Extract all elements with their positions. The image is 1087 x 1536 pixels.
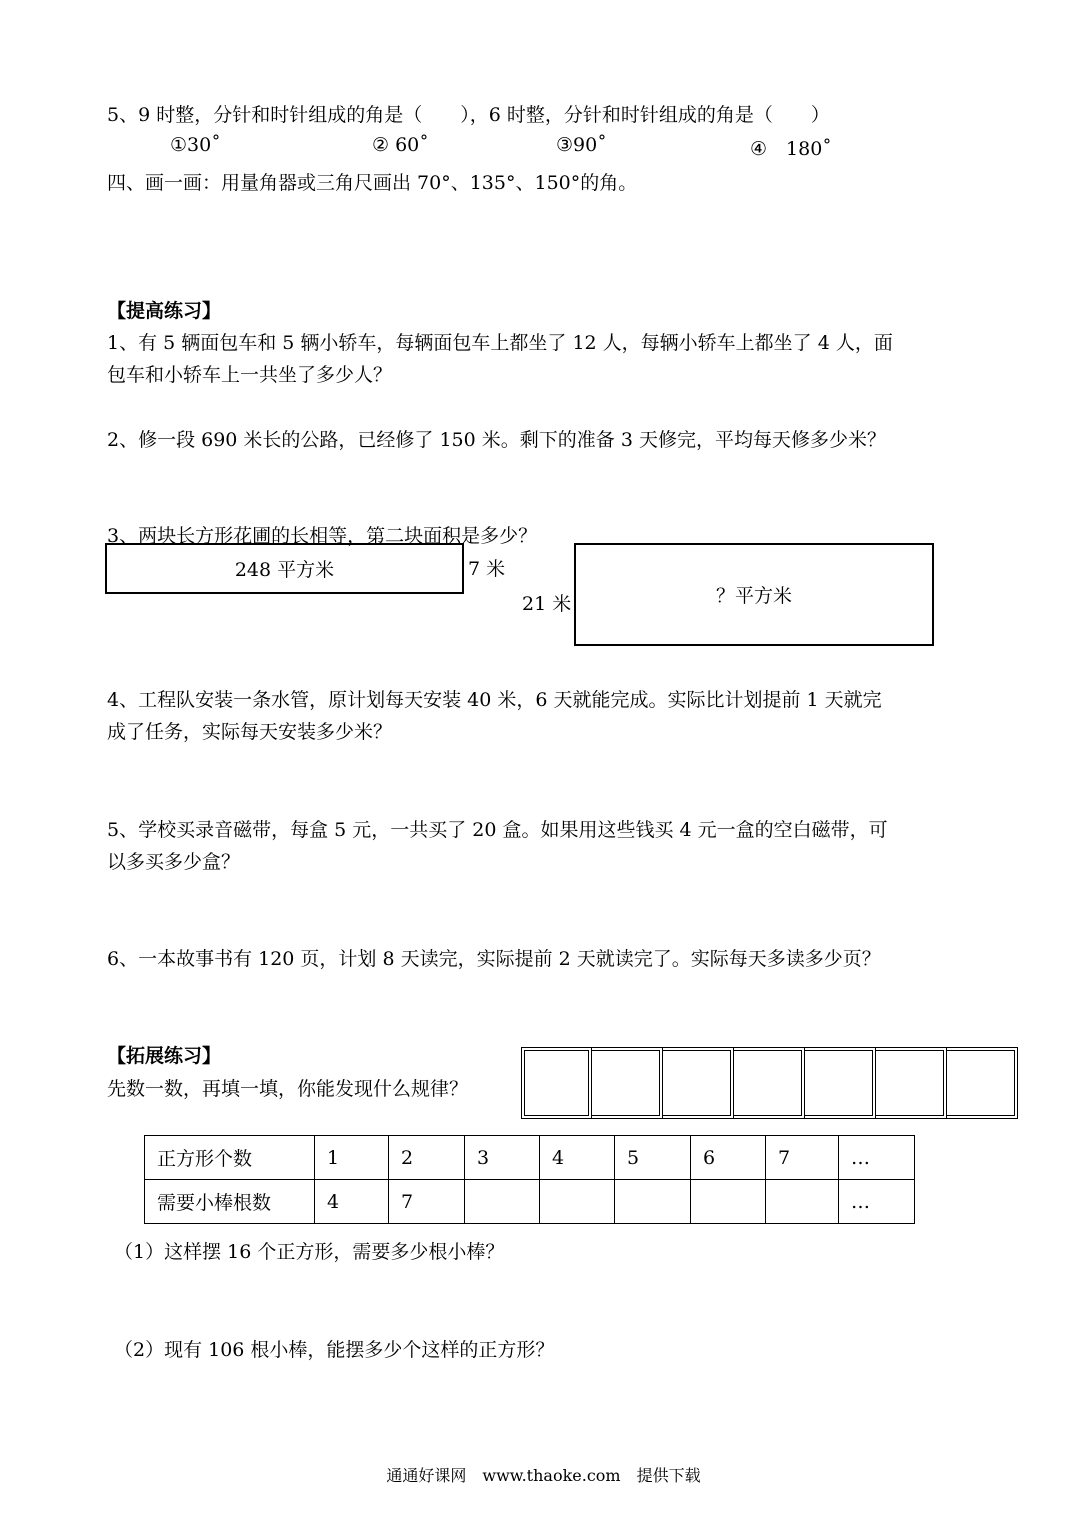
table-cell	[465, 1180, 540, 1224]
table-row	[145, 1180, 915, 1224]
table-cell: 4	[315, 1180, 389, 1224]
square-1	[521, 1047, 592, 1119]
draw-angles-instruction: 四、画一画：用量角器或三角尺画出 70°、135°、150°的角。	[107, 172, 638, 194]
table-cell	[691, 1180, 766, 1224]
improve-q6: 6、一本故事书有 120 页，计划 8 天读完，实际提前 2 天就读完了。实际每天多读多少页？	[107, 948, 881, 970]
table-cell: 5	[615, 1136, 691, 1180]
table-cell: 2	[389, 1136, 465, 1180]
improve-q3: 3、两块长方形花圃的长相等，第二块面积是多少？	[107, 525, 538, 547]
pattern-table	[144, 1135, 915, 1224]
matchstick-squares-figure	[521, 1047, 1018, 1119]
table-cell: 6	[691, 1136, 766, 1180]
improve-q5-line1: 5、学校买录音磁带，每盒 5 元，一共买了 20 盒。如果用这些钱买 4 元一盒的空白磁带，可	[107, 819, 888, 841]
improve-q1-line2: 包车和小轿车上一共坐了多少人？	[107, 364, 393, 386]
option-2: ② 60˚	[372, 134, 429, 156]
square-4	[734, 1047, 805, 1119]
square-2	[592, 1047, 663, 1119]
table-row	[145, 1136, 915, 1180]
option-3: ③90˚	[556, 134, 607, 156]
option-4: ④ 180˚	[750, 138, 832, 160]
table-cell	[766, 1180, 839, 1224]
square-3	[663, 1047, 734, 1119]
table-cell: 4	[540, 1136, 615, 1180]
rectangle-2-area-label: ？平方米	[715, 585, 792, 607]
page-footer: 通通好课网 www.thaoke.com 提供下载	[386, 1466, 701, 1485]
rectangle-2-width-label: 21 米	[522, 593, 572, 615]
extend-heading: 【拓展练习】	[107, 1045, 222, 1067]
improve-q1-line1: 1、有 5 辆面包车和 5 辆小轿车，每辆面包车上都坐了 12 人，每辆小轿车上都坐了 4 人，面	[107, 332, 893, 354]
improve-q4-line2: 成了任务，实际每天安装多少米？	[107, 721, 393, 743]
square-6	[876, 1047, 947, 1119]
improve-q5-line2: 以多买多少盒？	[107, 851, 241, 873]
rectangle-2	[574, 543, 934, 646]
table-cell: 7	[766, 1136, 839, 1180]
table-cell	[615, 1180, 691, 1224]
option-1: ①30˚	[170, 134, 221, 156]
table-cell: …	[839, 1180, 915, 1224]
rectangle-1-width-label: 7 米	[468, 558, 506, 580]
extend-sub-question-2: （2）现有 106 根小棒，能摆多少个这样的正方形？	[114, 1339, 555, 1361]
improve-q4-line1: 4、工程队安装一条水管，原计划每天安装 40 米，6 天就能完成。实际比计划提前 1 天就完	[107, 689, 882, 711]
table-cell: 3	[465, 1136, 540, 1180]
extend-intro: 先数一数，再填一填，你能发现什么规律？	[107, 1078, 469, 1100]
improve-heading: 【提高练习】	[107, 300, 222, 322]
extend-sub-question-1: （1）这样摆 16 个正方形，需要多少根小棒？	[114, 1241, 505, 1263]
row-label-squares: 正方形个数	[145, 1136, 315, 1180]
square-7	[947, 1047, 1018, 1119]
improve-q2: 2、修一段 690 米长的公路，已经修了 150 米。剩下的准备 3 天修完，平均每天修多少米？	[107, 429, 886, 451]
rectangle-1-area-label: 248 平方米	[234, 559, 335, 581]
row-label-sticks: 需要小棒根数	[145, 1180, 315, 1224]
table-cell: 7	[389, 1180, 465, 1224]
table-cell: …	[839, 1136, 915, 1180]
rectangle-1	[105, 543, 464, 594]
table-cell: 1	[315, 1136, 389, 1180]
question-5-clock-angles: 5、9 时整，分针和时针组成的角是（ ），6 时整，分针和时针组成的角是（ ）	[107, 104, 830, 126]
table-cell	[540, 1180, 615, 1224]
square-5	[805, 1047, 876, 1119]
